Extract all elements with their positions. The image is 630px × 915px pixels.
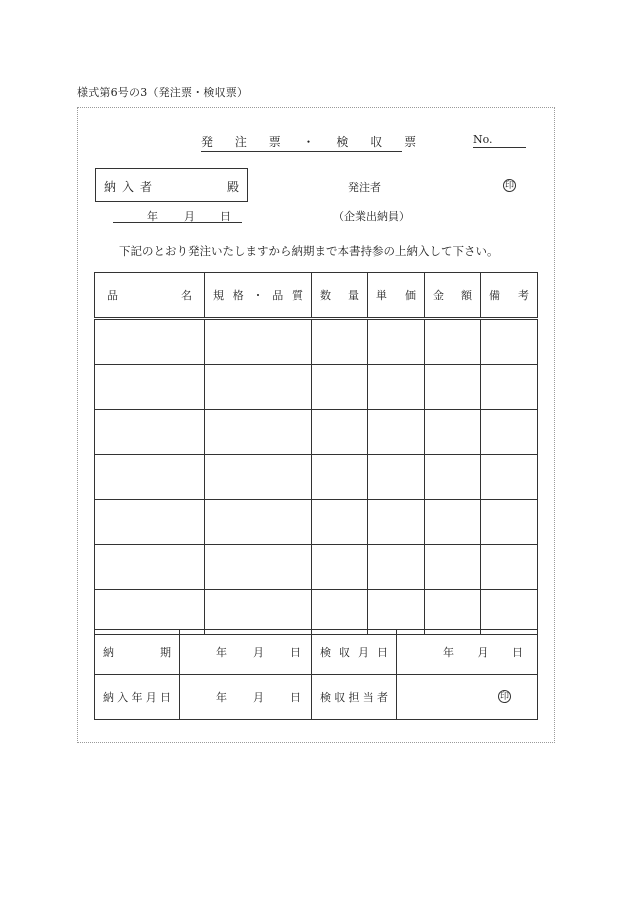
remarks-cell[interactable] (481, 410, 538, 455)
amount-cell[interactable] (425, 545, 481, 590)
orderer-sublabel: （企業出納員） (333, 210, 410, 223)
delivery-deadline-label: 納 期 (95, 630, 180, 675)
quantity-cell[interactable] (312, 545, 368, 590)
table-row (95, 410, 538, 455)
remarks-cell[interactable] (481, 545, 538, 590)
item-name-cell[interactable] (95, 545, 205, 590)
header-unit-price: 単 価 (368, 273, 425, 319)
item-name-cell[interactable] (95, 500, 205, 545)
day-label: 日 (220, 210, 231, 223)
unit-price-cell[interactable] (368, 545, 425, 590)
spec-cell[interactable] (205, 500, 312, 545)
unit-price-cell[interactable] (368, 455, 425, 500)
remarks-cell[interactable] (481, 590, 538, 635)
table-row (95, 319, 538, 365)
title-char: 注 (234, 135, 251, 149)
item-name-cell[interactable] (95, 590, 205, 635)
quantity-cell[interactable] (312, 410, 368, 455)
header-item-name: 品 名 (95, 273, 205, 319)
delivery-date-field[interactable]: 年 月 日 (180, 675, 312, 720)
quantity-cell[interactable] (312, 500, 368, 545)
amount-cell[interactable] (425, 500, 481, 545)
items-table (94, 272, 538, 635)
inspection-date-field[interactable]: 年 月 日 (397, 630, 538, 675)
title-char: 検 (336, 135, 353, 149)
header-remarks: 備 考 (481, 273, 538, 319)
quantity-cell[interactable] (312, 455, 368, 500)
amount-cell[interactable] (425, 365, 481, 410)
title-char: 票 (268, 135, 285, 149)
year-label: 年 (147, 210, 158, 223)
remarks-cell[interactable] (481, 365, 538, 410)
spec-cell[interactable] (205, 590, 312, 635)
vendor-label: 納入者 (104, 180, 159, 194)
footer-row (95, 630, 538, 675)
title-char: 発 (201, 135, 218, 149)
unit-price-cell[interactable] (368, 500, 425, 545)
unit-price-cell[interactable] (368, 365, 425, 410)
table-row (95, 545, 538, 590)
delivery-deadline-field[interactable]: 年 月 日 (180, 630, 312, 675)
table-row (95, 365, 538, 410)
footer-table (94, 629, 538, 720)
seal-icon: 印 (499, 692, 509, 702)
number-field[interactable]: No. (473, 133, 526, 148)
spec-cell[interactable] (205, 455, 312, 500)
table-row (95, 455, 538, 500)
item-name-cell[interactable] (95, 455, 205, 500)
form-title (201, 133, 421, 152)
month-label: 月 (184, 210, 195, 223)
spec-cell[interactable] (205, 365, 312, 410)
remarks-cell[interactable] (481, 500, 538, 545)
delivery-date-label: 納 入 年 月 日 (95, 675, 180, 720)
amount-cell[interactable] (425, 455, 481, 500)
quantity-cell[interactable] (312, 590, 368, 635)
title-char: 票 (404, 135, 421, 149)
header-amount: 金 額 (425, 273, 481, 319)
orderer-label: 発注者 (348, 181, 381, 194)
header-quantity: 数 量 (312, 273, 368, 319)
remarks-cell[interactable] (481, 319, 538, 365)
inspector-field[interactable] (397, 675, 538, 720)
remarks-cell[interactable] (481, 455, 538, 500)
table-row (95, 590, 538, 635)
amount-cell[interactable] (425, 590, 481, 635)
unit-price-cell[interactable] (368, 319, 425, 365)
title-char: ・ (302, 135, 319, 149)
amount-cell[interactable] (425, 410, 481, 455)
footer-row (95, 675, 538, 720)
table-row (95, 500, 538, 545)
vendor-box[interactable] (95, 168, 248, 202)
order-date-field[interactable] (113, 208, 242, 223)
spec-cell[interactable] (205, 319, 312, 365)
seal-icon: 印 (504, 181, 514, 191)
table-header-row (95, 273, 538, 319)
item-name-cell[interactable] (95, 365, 205, 410)
item-name-cell[interactable] (95, 319, 205, 365)
amount-cell[interactable] (425, 319, 481, 365)
unit-price-cell[interactable] (368, 410, 425, 455)
quantity-cell[interactable] (312, 319, 368, 365)
instruction-text: 下記のとおり発注いたしますから納期まで本書持参の上納入して下さい。 (119, 244, 499, 258)
title-char: 収 (370, 135, 387, 149)
form-caption: 様式第6号の3（発注票・検収票） (77, 86, 249, 99)
inspection-date-label: 検 収 月 日 (312, 630, 397, 675)
inspector-label: 検 収 担 当 者 (312, 675, 397, 720)
unit-price-cell[interactable] (368, 590, 425, 635)
vendor-honorific: 殿 (226, 180, 239, 194)
item-name-cell[interactable] (95, 410, 205, 455)
spec-cell[interactable] (205, 410, 312, 455)
spec-cell[interactable] (205, 545, 312, 590)
quantity-cell[interactable] (312, 365, 368, 410)
header-spec: 規 格 ・ 品 質 (205, 273, 312, 319)
